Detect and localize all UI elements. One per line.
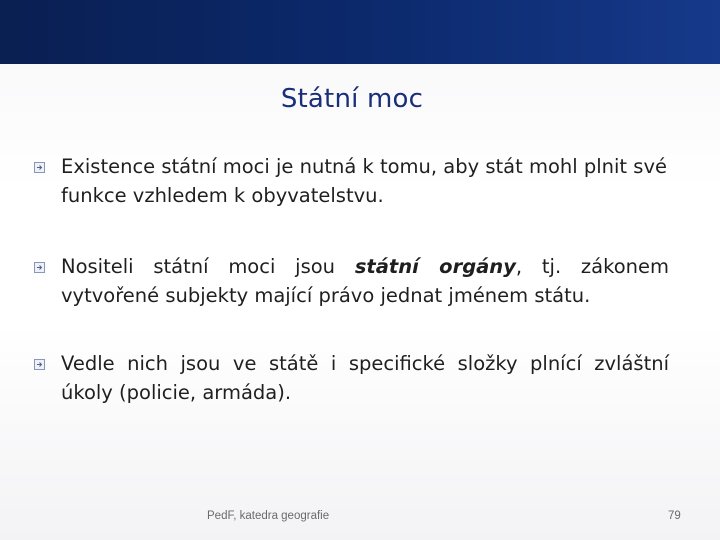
bullet-text-before: Nositeli státní moci jsou <box>61 255 355 278</box>
bullet-text-after: , tj. zákonem vytvořené subjekty mající právo jednat jménem státu. <box>61 255 669 307</box>
arrow-box-icon <box>34 359 45 370</box>
header-band <box>0 0 720 64</box>
bullet-text-emphasis: státní orgány <box>354 255 516 278</box>
slide-title-text: Státní moc <box>280 84 424 114</box>
arrow-box-icon <box>34 162 45 173</box>
bullet-text: Existence státní moci je nutná k tomu, aby stát mohl plnit své funkce vzhledem k obyvatelstvu. <box>61 155 667 207</box>
footer-text: PedF, katedra geografie <box>207 510 330 522</box>
arrow-box-icon <box>34 262 45 273</box>
slide-title <box>0 84 720 114</box>
bullet-text: Vedle nich jsou ve státě i specifické složky plnící zvláštní úkoly (policie, armáda). <box>61 352 669 404</box>
bullet-text <box>61 252 669 310</box>
page-number: 79 <box>668 510 681 522</box>
